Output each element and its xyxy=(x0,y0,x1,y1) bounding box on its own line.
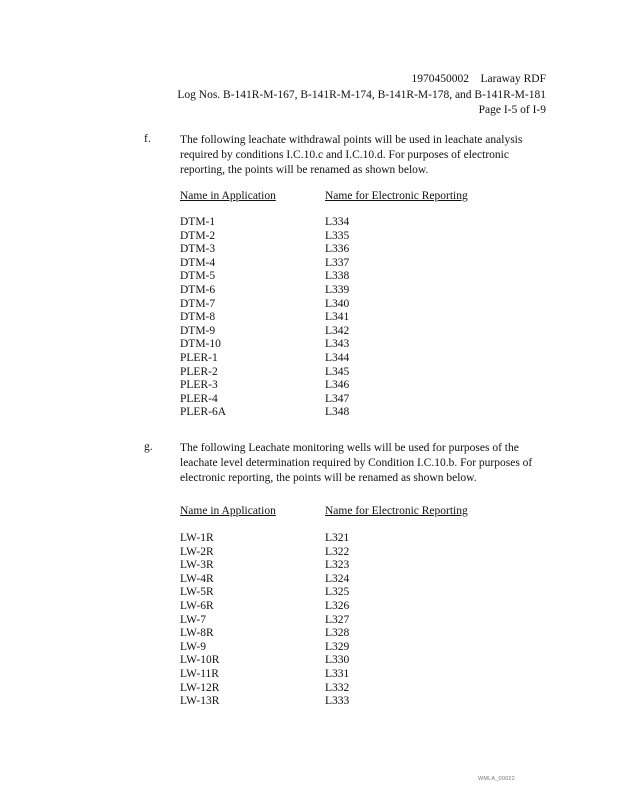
section-f-codes-list xyxy=(325,216,349,420)
list-item: LW-7 xyxy=(180,613,206,626)
section-g-label: g. xyxy=(144,441,153,453)
list-item: L339 xyxy=(325,283,350,296)
list-item: DTM-8 xyxy=(180,311,216,324)
document-header xyxy=(177,72,546,119)
list-item: DTM-10 xyxy=(180,338,221,351)
list-item: LW-4R xyxy=(180,572,214,585)
section-f-label: f. xyxy=(144,133,151,145)
list-item: L345 xyxy=(325,365,350,378)
list-item: L324 xyxy=(325,572,350,585)
list-item: L347 xyxy=(325,392,350,405)
list-item: PLER-1 xyxy=(180,351,218,364)
list-item: L325 xyxy=(325,586,350,599)
list-item: L343 xyxy=(325,338,350,351)
list-item: DTM-3 xyxy=(180,243,216,256)
list-item: L329 xyxy=(325,640,350,653)
list-item: L346 xyxy=(325,379,350,392)
list-item: DTM-9 xyxy=(180,324,216,337)
section-f-col1-header: Name in Application xyxy=(180,190,276,202)
list-item: DTM-1 xyxy=(180,216,216,228)
list-item: L348 xyxy=(325,406,350,419)
facility-id-line: 1970450002 Laraway RDF xyxy=(411,73,546,85)
log-numbers-line: Log Nos. B-141R-M-167, B-141R-M-174, B-141R-M-178, and B-141R-M-181 xyxy=(177,88,546,101)
list-item: L341 xyxy=(325,311,350,324)
list-item: L332 xyxy=(325,681,350,694)
list-item: L323 xyxy=(325,559,350,572)
list-item: L326 xyxy=(325,599,350,612)
list-item: DTM-7 xyxy=(180,297,216,310)
section-g-names-list xyxy=(180,532,219,709)
list-item: PLER-2 xyxy=(180,365,218,378)
list-item: L342 xyxy=(325,324,350,337)
bates-stamp: WMLA_00022 xyxy=(478,776,515,782)
list-item: L334 xyxy=(325,216,350,228)
list-item: LW-9 xyxy=(180,640,206,653)
page-number: Page I-5 of I-9 xyxy=(478,104,546,116)
list-item: DTM-5 xyxy=(180,270,216,283)
list-item: PLER-4 xyxy=(180,392,218,405)
list-item: L336 xyxy=(325,243,350,256)
section-f-col2-header: Name for Electronic Reporting xyxy=(325,190,468,202)
list-item: L331 xyxy=(325,667,350,680)
list-item: PLER-6A xyxy=(180,406,226,419)
list-item: LW-12R xyxy=(180,681,220,694)
list-item: L328 xyxy=(325,627,350,640)
section-g-paragraph: The following Leachate monitoring wells will be used for purposes of the leachate level determination required by Condition I.C.10.b. For purposes of electronic reporting, the points will be renamed as shown below. xyxy=(180,442,533,484)
list-item: L322 xyxy=(325,545,350,558)
list-item: L337 xyxy=(325,256,350,269)
list-item: DTM-4 xyxy=(180,256,216,269)
list-item: L327 xyxy=(325,613,350,626)
list-item: L335 xyxy=(325,229,350,242)
list-item: L344 xyxy=(325,351,350,364)
list-item: L321 xyxy=(325,532,350,544)
list-item: LW-3R xyxy=(180,559,214,572)
list-item: LW-6R xyxy=(180,599,214,612)
section-f-names-list xyxy=(180,216,226,420)
list-item: L338 xyxy=(325,270,350,283)
list-item: LW-1R xyxy=(180,532,214,544)
list-item: LW-5R xyxy=(180,586,214,599)
section-g-col1-header: Name in Application xyxy=(180,505,276,517)
list-item: LW-11R xyxy=(180,667,219,680)
list-item: L340 xyxy=(325,297,350,310)
section-f-paragraph: The following leachate withdrawal points will be used in leachate analysis required by conditions I.C.10.c and I.C.10.d. For purposes of electronic reporting, the points will be renamed as shown below. xyxy=(180,134,523,176)
list-item: DTM-2 xyxy=(180,229,216,242)
list-item: LW-13R xyxy=(180,695,220,708)
list-item: L333 xyxy=(325,695,350,708)
list-item: LW-2R xyxy=(180,545,214,558)
list-item: LW-10R xyxy=(180,654,220,667)
section-g-col2-header: Name for Electronic Reporting xyxy=(325,505,468,517)
list-item: PLER-3 xyxy=(180,379,218,392)
list-item: LW-8R xyxy=(180,627,214,640)
list-item: DTM-6 xyxy=(180,283,216,296)
list-item: L330 xyxy=(325,654,350,667)
section-g-codes-list xyxy=(325,532,349,709)
